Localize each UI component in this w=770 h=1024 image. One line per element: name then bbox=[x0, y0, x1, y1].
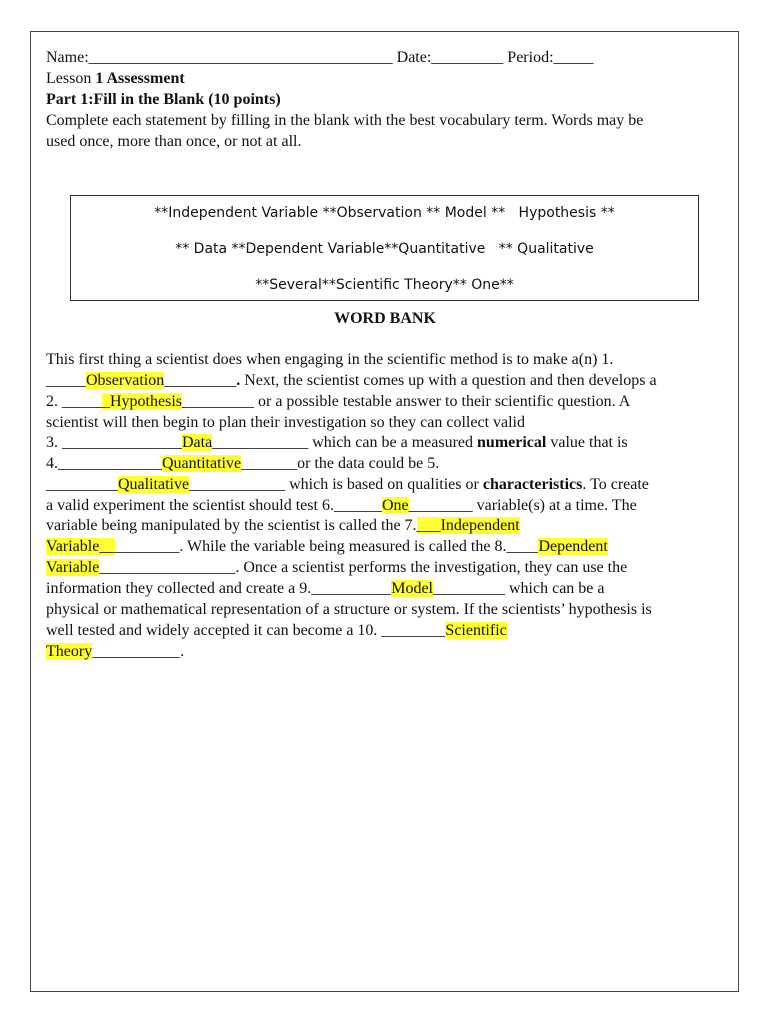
text: well tested and widely accepted it can become a 10. ________ bbox=[46, 622, 446, 639]
bold-term: characteristics bbox=[482, 476, 583, 493]
answer-3: Data bbox=[182, 434, 213, 451]
text: _________ bbox=[46, 476, 118, 493]
text: value that is bbox=[546, 434, 628, 451]
lesson-bold: 1 Assessment bbox=[95, 70, 185, 87]
text: _________________. Once a scientist performs the investigation, they can use the bbox=[99, 559, 628, 576]
text: ________ variable(s) at a time. The bbox=[408, 497, 637, 514]
text: 3. _______________ bbox=[46, 434, 182, 451]
answer-7: ___Independent bbox=[416, 517, 520, 534]
text: ___________. bbox=[92, 643, 185, 660]
text: _______or the data could be 5. bbox=[241, 455, 440, 472]
text: information they collected and create a 9.__________ bbox=[46, 580, 392, 597]
answer-9: Model bbox=[391, 580, 433, 597]
text: _________ which can be a bbox=[433, 580, 605, 597]
answer-7-cont: Variable__ bbox=[46, 538, 116, 555]
blank: _____ bbox=[46, 372, 86, 389]
answer-10: Scientific bbox=[445, 622, 507, 639]
passage-line-5 bbox=[46, 433, 628, 453]
word-bank-box bbox=[70, 195, 699, 301]
word-bank-line-1: **Independent Variable **Observation ** Model ** Hypothesis ** bbox=[154, 205, 615, 221]
passage-line-4: scientist will then begin to plan their investigation so they can collect valid bbox=[46, 414, 525, 431]
answer-2: _Hypothesis bbox=[102, 393, 182, 410]
text: 4._____________ bbox=[46, 455, 162, 472]
text: ________. While the variable being measured is called the 8.____ bbox=[115, 538, 539, 555]
passage-line-3 bbox=[46, 392, 630, 412]
part-title: Part 1:Fill in the Blank (10 points) bbox=[46, 91, 281, 108]
text: _________ or a possible testable answer to their scientific question. A bbox=[182, 393, 631, 410]
answer-1: Observation bbox=[86, 372, 165, 389]
name-date-period-line: Name:______________________________________ Date:_________ Period:_____ bbox=[46, 49, 594, 66]
instructions-line-2: used once, more than once, or not at all. bbox=[46, 133, 302, 150]
passage-line-1: This first thing a scientist does when engaging in the scientific method is to make a(n) 1. bbox=[46, 351, 614, 368]
text: ____________ which is based on qualities or bbox=[189, 476, 483, 493]
passage-line-11 bbox=[46, 558, 627, 578]
bold-term: numerical bbox=[477, 434, 547, 451]
text: ____________ which can be a measured bbox=[212, 434, 478, 451]
passage-line-15 bbox=[46, 642, 184, 662]
answer-8-cont: Variable bbox=[46, 559, 100, 576]
period: . bbox=[236, 372, 241, 389]
passage-line-6 bbox=[46, 454, 439, 474]
text: a valid experiment the scientist should test 6.______ bbox=[46, 497, 382, 514]
passage-line-2 bbox=[46, 371, 657, 391]
answer-6: One bbox=[381, 497, 409, 514]
lesson-prefix: Lesson bbox=[46, 70, 96, 87]
answer-5: Qualitative bbox=[118, 476, 190, 493]
text: 2. _____ bbox=[46, 393, 102, 410]
text: variable being manipulated by the scientist is called the 7. bbox=[46, 517, 417, 534]
instructions-line-1: Complete each statement by filling in the blank with the best vocabulary term. Words may be bbox=[46, 112, 644, 129]
passage-line-14 bbox=[46, 621, 507, 641]
blank: _________ bbox=[164, 372, 237, 389]
passage-line-12 bbox=[46, 579, 605, 599]
word-bank-line-2: ** Data **Dependent Variable**Quantitative ** Qualitative bbox=[175, 241, 594, 257]
passage-line-7 bbox=[46, 475, 649, 495]
text: Next, the scientist comes up with a question and then develops a bbox=[240, 372, 657, 389]
answer-4: Quantitative bbox=[162, 455, 242, 472]
passage-line-8 bbox=[46, 496, 637, 516]
passage-line-13: physical or mathematical representation of a structure or system. If the scientists’ hypothesis is bbox=[46, 601, 652, 618]
word-bank-line-3: **Several**Scientific Theory** One** bbox=[255, 277, 514, 293]
passage-line-10 bbox=[46, 537, 608, 557]
word-bank-title: WORD BANK bbox=[334, 310, 436, 327]
lesson-title bbox=[46, 69, 185, 89]
passage-line-9 bbox=[46, 516, 520, 536]
text: . To create bbox=[582, 476, 649, 493]
answer-10-cont: Theory bbox=[46, 643, 93, 660]
answer-8: Dependent bbox=[538, 538, 608, 555]
